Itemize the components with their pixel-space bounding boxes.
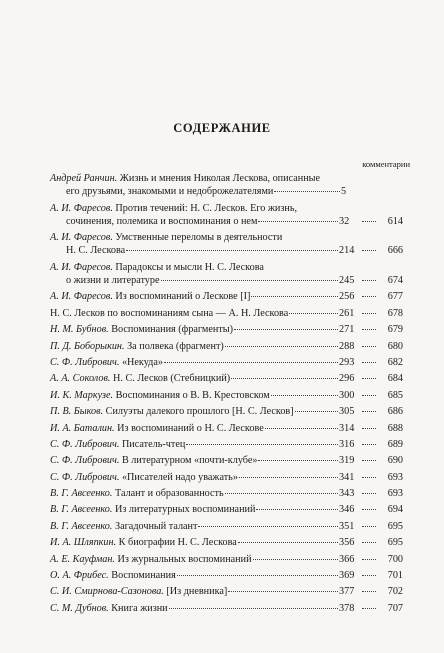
toc-entry[interactable] <box>50 405 403 418</box>
entry-title: Воспоминания (фрагменты) <box>108 324 234 336</box>
comment-page-number: 689 <box>387 438 403 450</box>
page-number: 296 <box>339 373 355 385</box>
page-number: 316 <box>339 438 355 450</box>
toc-entry[interactable] <box>50 231 403 257</box>
toc-entry[interactable] <box>50 307 403 320</box>
entry-title: Из воспоминаний о Н. С. Лескове <box>114 422 264 434</box>
entry-author: С. Ф. Либрович. <box>50 455 120 467</box>
toc-entry[interactable] <box>50 520 403 533</box>
leader-dots <box>225 346 338 347</box>
entry-title: сочинения, полемика и воспоминания о нем <box>66 215 258 227</box>
page-title: СОДЕРЖАНИЕ <box>173 121 271 135</box>
toc-entry[interactable] <box>50 585 403 598</box>
page-number: 377 <box>339 586 355 598</box>
toc-entry[interactable] <box>50 389 403 402</box>
entry-title: Воспоминания <box>108 570 176 582</box>
page-number: 256 <box>339 291 355 303</box>
toc-entry[interactable] <box>50 471 403 484</box>
page-number: 271 <box>339 324 355 336</box>
page-number: 378 <box>339 602 355 614</box>
leader-dots <box>362 509 376 510</box>
toc-entry[interactable] <box>50 536 403 549</box>
comment-page-number: 684 <box>387 373 403 385</box>
comments-column-header: комментарии <box>362 159 410 169</box>
leader-dots <box>362 362 376 363</box>
page-number: 343 <box>339 488 355 500</box>
leader-dots <box>362 313 376 314</box>
toc-entry[interactable] <box>50 261 403 287</box>
toc-entry[interactable] <box>50 323 403 336</box>
leader-dots <box>274 191 340 192</box>
page-number: 300 <box>339 389 355 401</box>
page-number: 261 <box>339 307 355 319</box>
leader-dots <box>362 477 376 478</box>
comment-page-number: 707 <box>387 602 403 614</box>
page-number: 5 <box>341 186 347 198</box>
leader-dots <box>362 542 376 543</box>
comment-page-number: 614 <box>387 215 403 227</box>
entry-author: И. А. Шляпкин. <box>50 537 117 549</box>
entry-title: Воспоминания о В. В. Крестовском <box>113 389 270 401</box>
entry-title: Н. С. Лесков по воспоминаниям сына — А. Н. Лескова <box>50 307 289 319</box>
toc-entry[interactable] <box>50 422 403 435</box>
entry-author: С. И. Смирнова-Сазонова. <box>50 586 164 598</box>
comment-page-number: 688 <box>387 422 403 434</box>
entry-author: И. К. Маркузе. <box>50 389 114 401</box>
comment-page-number: 695 <box>387 537 403 549</box>
toc-entry[interactable] <box>50 290 403 303</box>
entry-title: Писатель-чтец <box>119 438 186 450</box>
leader-dots <box>362 575 376 576</box>
toc-entry[interactable] <box>50 202 403 228</box>
entry-author: С. Ф. Либрович. <box>50 438 120 450</box>
leader-dots <box>362 221 376 222</box>
entry-title: Н. С. Лескова <box>66 245 126 257</box>
leader-dots <box>177 575 338 576</box>
comment-page-number: 678 <box>387 307 403 319</box>
entry-title: [Из дневника] <box>163 586 228 598</box>
entry-title: Загадочный талант <box>112 520 198 532</box>
entry-author: С. М. Дубнов. <box>50 602 109 614</box>
entry-author: С. Ф. Либрович. <box>50 356 120 368</box>
toc-entry[interactable] <box>50 372 403 385</box>
entry-author: Андрей Ранчин. <box>50 173 118 184</box>
comment-page-number: 674 <box>387 274 403 286</box>
comment-page-number: 702 <box>387 586 403 598</box>
leader-dots <box>256 509 338 510</box>
entry-title: В литературном «почти-клубе» <box>119 455 258 467</box>
leader-dots <box>362 559 376 560</box>
leader-dots <box>265 428 338 429</box>
leader-dots <box>169 608 338 609</box>
leader-dots <box>362 428 376 429</box>
leader-dots <box>231 378 338 379</box>
leader-dots <box>164 362 338 363</box>
toc-entry[interactable] <box>50 356 403 369</box>
entry-author: А. И. Фаресов. <box>50 261 113 273</box>
entry-author: А. А. Соколов. <box>50 373 111 385</box>
leader-dots <box>362 296 376 297</box>
entry-title: Книга жизни <box>108 602 168 614</box>
toc-entry[interactable] <box>50 602 403 615</box>
leader-dots <box>198 526 338 527</box>
comment-page-number: 701 <box>387 570 403 582</box>
comment-page-number: 694 <box>387 504 403 516</box>
toc-entry[interactable] <box>50 553 403 566</box>
leader-dots <box>362 444 376 445</box>
entry-author: А. И. Фаресов. <box>50 232 113 244</box>
leader-dots <box>362 378 376 379</box>
entry-author: С. Ф. Либрович. <box>50 471 120 483</box>
entry-author: Н. М. Бубнов. <box>50 324 109 336</box>
leader-dots <box>258 460 338 461</box>
leader-dots <box>295 411 338 412</box>
leader-dots <box>126 250 338 251</box>
leader-dots <box>225 493 338 494</box>
page-number: 366 <box>339 553 355 565</box>
page-number: 293 <box>339 356 355 368</box>
entry-author: А. И. Фаресов. <box>50 202 113 214</box>
entry-title: «Писателей надо уважать» <box>119 471 238 483</box>
leader-dots <box>362 608 376 609</box>
entry-author: П. В. Быков. <box>50 406 104 418</box>
table-of-contents <box>50 172 403 618</box>
leader-dots <box>251 296 338 297</box>
leader-dots <box>234 329 338 330</box>
comment-page-number: 693 <box>387 488 403 500</box>
entry-author: В. Г. Авсеенко. <box>50 520 113 532</box>
leader-dots <box>186 444 338 445</box>
comment-page-number: 690 <box>387 455 403 467</box>
comment-page-number: 680 <box>387 340 403 352</box>
entry-author: О. А. Фрибес. <box>50 570 109 582</box>
entry-title: За полвека (фрагмент) <box>124 340 224 352</box>
comment-page-number: 693 <box>387 471 403 483</box>
page-number: 369 <box>339 570 355 582</box>
entry-title: «Некуда» <box>119 356 163 368</box>
entry-author: А. И. Фаресов. <box>50 291 113 303</box>
comment-page-number: 700 <box>387 553 403 565</box>
leader-dots <box>228 591 338 592</box>
toc-entry[interactable] <box>50 172 403 198</box>
leader-dots <box>362 250 376 251</box>
entry-title: Умственные переломы в деятельности <box>112 232 283 244</box>
page-number: 319 <box>339 455 355 467</box>
page-number: 341 <box>339 471 355 483</box>
entry-title: Против течений: Н. С. Лесков. Его жизнь, <box>112 202 298 214</box>
toc-entry[interactable] <box>50 487 403 500</box>
entry-title: Парадоксы и мысли Н. С. Лескова <box>112 261 264 273</box>
entry-title: Из воспоминаний о Лескове [I] <box>112 291 251 303</box>
leader-dots <box>271 395 338 396</box>
leader-dots <box>161 280 339 281</box>
entry-title: Талант и образованность <box>112 488 224 500</box>
leader-dots <box>362 280 376 281</box>
toc-entry[interactable] <box>50 454 403 467</box>
entry-title: Н. С. Лесков (Стебницкий) <box>110 373 231 385</box>
page-number: 356 <box>339 537 355 549</box>
entry-title: К биографии Н. С. Лескова <box>116 537 237 549</box>
page-number: 214 <box>339 245 355 257</box>
leader-dots <box>362 346 376 347</box>
entry-author: В. Г. Авсеенко. <box>50 504 113 516</box>
leader-dots <box>289 313 338 314</box>
entry-title: Из журнальных воспоминаний <box>114 553 252 565</box>
entry-author: А. Е. Кауфман. <box>50 553 115 565</box>
entry-title: Силуэты далекого прошлого [Н. С. Лесков] <box>103 406 294 418</box>
toc-entry[interactable] <box>50 569 403 582</box>
comment-page-number: 686 <box>387 406 403 418</box>
page-number: 314 <box>339 422 355 434</box>
entry-author: В. Г. Авсеенко. <box>50 488 113 500</box>
comment-page-number: 685 <box>387 389 403 401</box>
entry-title: его друзьями, знакомыми и недоброжелателями <box>66 186 274 198</box>
page-number: 305 <box>339 406 355 418</box>
leader-dots <box>362 411 376 412</box>
page-number: 32 <box>339 215 350 227</box>
entry-author: П. Д. Боборыкин. <box>50 340 125 352</box>
comment-page-number: 682 <box>387 356 403 368</box>
leader-dots <box>239 477 338 478</box>
leader-dots <box>362 526 376 527</box>
page-number: 346 <box>339 504 355 516</box>
comment-page-number: 666 <box>387 245 403 257</box>
leader-dots <box>362 591 376 592</box>
leader-dots <box>362 329 376 330</box>
toc-entry[interactable] <box>50 438 403 451</box>
leader-dots <box>362 460 376 461</box>
leader-dots <box>362 395 376 396</box>
entry-title: о жизни и литературе <box>66 274 160 286</box>
page-number: 351 <box>339 520 355 532</box>
comment-page-number: 677 <box>387 291 403 303</box>
leader-dots <box>258 221 338 222</box>
page-number: 245 <box>339 274 355 286</box>
entry-title: Из литературных воспоминаний <box>112 504 256 516</box>
toc-entry[interactable] <box>50 340 403 353</box>
entry-title: Жизнь и мнения Николая Лескова, описанные <box>117 173 321 184</box>
leader-dots <box>362 493 376 494</box>
entry-author: И. А. Баталин. <box>50 422 115 434</box>
leader-dots <box>253 559 338 560</box>
comment-page-number: 695 <box>387 520 403 532</box>
page-number: 288 <box>339 340 355 352</box>
toc-entry[interactable] <box>50 503 403 516</box>
comment-page-number: 679 <box>387 324 403 336</box>
leader-dots <box>238 542 338 543</box>
